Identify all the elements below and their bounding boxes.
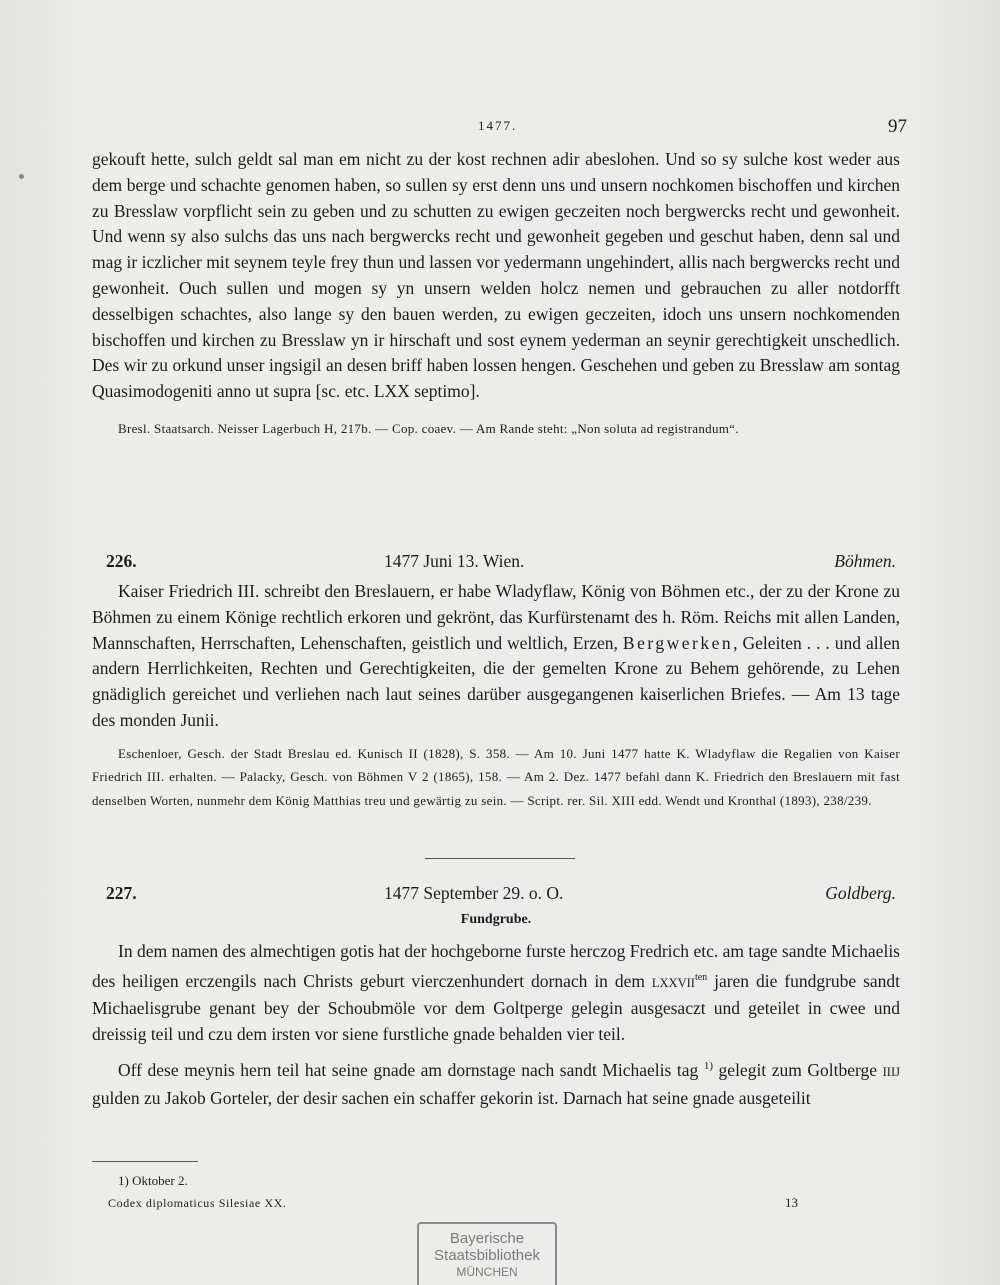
entry-226-text-spaced: Bergwerken [622,632,734,653]
running-head [0,116,1000,140]
entry-227 [92,883,900,1111]
stamp-line-1: Bayerische [449,1230,525,1247]
entry-continued-text: gekouft hette, sulch geldt sal man em nicht zu der kost rechnen adir abeslohen. Und so sy sulche kost weder aus dem berge und schachte genomen haben, so sullen sy erst denn uns und unsern nochkomen bischoffen und kirchen zu Bresslaw vorpflicht sein zu geben und zu schutten zu ewigen geczeiten noch bergwercks recht und gewonheit. Und wenn sy also sulchs das uns nach bergwercks recht und gewonheit gegeben und geschut haben, denn sal und mag ir iczlicher mit seynem teyle frey thun und lassen vor yedermann ungehindert, allis nach bergwercks recht und gewonheit. Ouch sullen und mogen sy yn unsern welden holcz nemen und gebrauchen zu aller notdorfft desselbigen schachtes, also lange sy den bauen werden, zu ewigen geczeiten, idoch uns unsern nochkomenden bischoffen und kirchen zu Bresslaw yn ir hirschaft und sost eynem yederman an seynir gerechtigkeit unschedlich. Des wir zu orkund unser ingsigil an desen briff haben lossen hengen. Geschehen und geben zu Bresslaw am sontag Quasimodogeniti anno ut supra [sc. etc. LXX septimo]. [92,149,900,402]
entry-227-roman-numeral-2: IIIJ [882,1064,900,1079]
entry-227-roman-numeral: LXXVII [651,975,695,990]
entry-227-superscript: ten [694,971,708,983]
entry-227-place: Goldberg. [825,883,896,903]
entry-227-date: 1477 September 29. o. O. [384,883,564,903]
footnote-1-text: Oktober 2. [132,1173,188,1188]
margin-mark [19,174,24,179]
entry-226-date: 1477 Juni 13. Wien. [384,551,525,571]
entry-226-heading [92,551,900,577]
footnote-1-mark: 1) [118,1173,129,1188]
page-number: 97 [888,116,907,137]
entry-separator [425,858,575,859]
entry-227-paragraph-2 [92,1054,900,1111]
entry-227-heading [92,883,900,909]
entry-227-number: 227. [106,883,137,903]
entry-226-text-a: Kaiser Friedrich III. schreibt den Breslauern, er habe Wladyflaw, König von Böhmen etc., der zu der Krone zu Böhmen zu einem Könige rechtlich erkoren und gekrönt, das Kurfürstenamt des h. Röm. Reichs mit allen Landen, Mannschaften, Herrschaften, Lehenschaften, geistlich und weltlich, Erzen, [92,581,900,653]
library-stamp [417,1222,557,1285]
running-head-year: 1477. [478,118,518,133]
stamp-line-3: MÜNCHEN [456,1265,518,1279]
entry-226-text [92,579,900,734]
footnote-1 [118,1171,188,1191]
entry-226-note: Eschenloer, Gesch. der Stadt Breslau ed. Kunisch II (1828), S. 358. — Am 10. Juni 1477 hatte K. Wladyflaw die Regalien von Kaiser Friedrich III. erhalten. — Palacky, Gesch. von Böhmen V 2 (1865), 158. — Am 2. Dez. 1477 befahl dann K. Friedrich den Breslauern mit fast denselben Worten, nunmehr dem König Matthias treu und gewärtig zu sein. — Script. rer. Sil. XIII edd. Wendt und Kronthal (1893), 238/239. [92,745,900,808]
entry-227-paragraph-1 [92,939,900,1048]
entry-continued [92,147,900,440]
footer-series: Codex diplomaticus Silesiae XX. [108,1196,287,1210]
entry-226-number: 226. [106,551,137,571]
footnote-separator [92,1161,198,1162]
entry-226-text-b: , Geleiten . . . und allen andern Herrlichkeiten, Rechten und Gerechtigkeiten, die der gemelten Krone zu Behem gehörende, zu Lehen gnädiglich gereichet und verliehen nach laut seines darüber ausgegangenen kaiserlichen Briefes. — Am 13 tage des monden Junii. [92,632,900,730]
footer-signature: 13 [785,1195,798,1210]
stamp-line-2: Staatsbibliothek [434,1247,540,1264]
entry-227-para2-b: gelegit zum Goltberge [718,1059,878,1080]
footnote-reference: 1) [703,1060,713,1073]
entry-227-para1-a: In dem namen des almechtigen gotis hat der hochgeborne furste herczog Fredrich etc. am tage sandte Michaelis des heiligen erczengils nach Christs geburt vierczenhundert dornach in dem [92,941,900,991]
entry-227-para1-b: jaren die fundgrube sandt Michaelisgrube genant bey der Schoubmöle vor dem Goltperge gelegin ausgesaczt und geteilet in cwee und dreissig teil und czu dem irsten vor siene furstliche gnade behalden vier teil. [92,970,901,1045]
entry-226-place: Böhmen. [834,551,896,571]
entry-227-para2-a: Off dese meynis hern teil hat seine gnade am dornstage nach sandt Michaelis tag [118,1059,699,1080]
entry-227-para2-c: gulden zu Jakob Gorteler, der desir sachen ein schaffer gekorin ist. Darnach hat seine gnade ausgeteilit [92,1087,811,1108]
entry-227-title: Fundgrube. [460,912,532,927]
entry-continued-note: Bresl. Staatsarch. Neisser Lagerbuch H, 217b. — Cop. coaev. — Am Rande steht: „Non soluta ad registrandum“. [118,420,739,436]
entry-226 [92,551,900,812]
